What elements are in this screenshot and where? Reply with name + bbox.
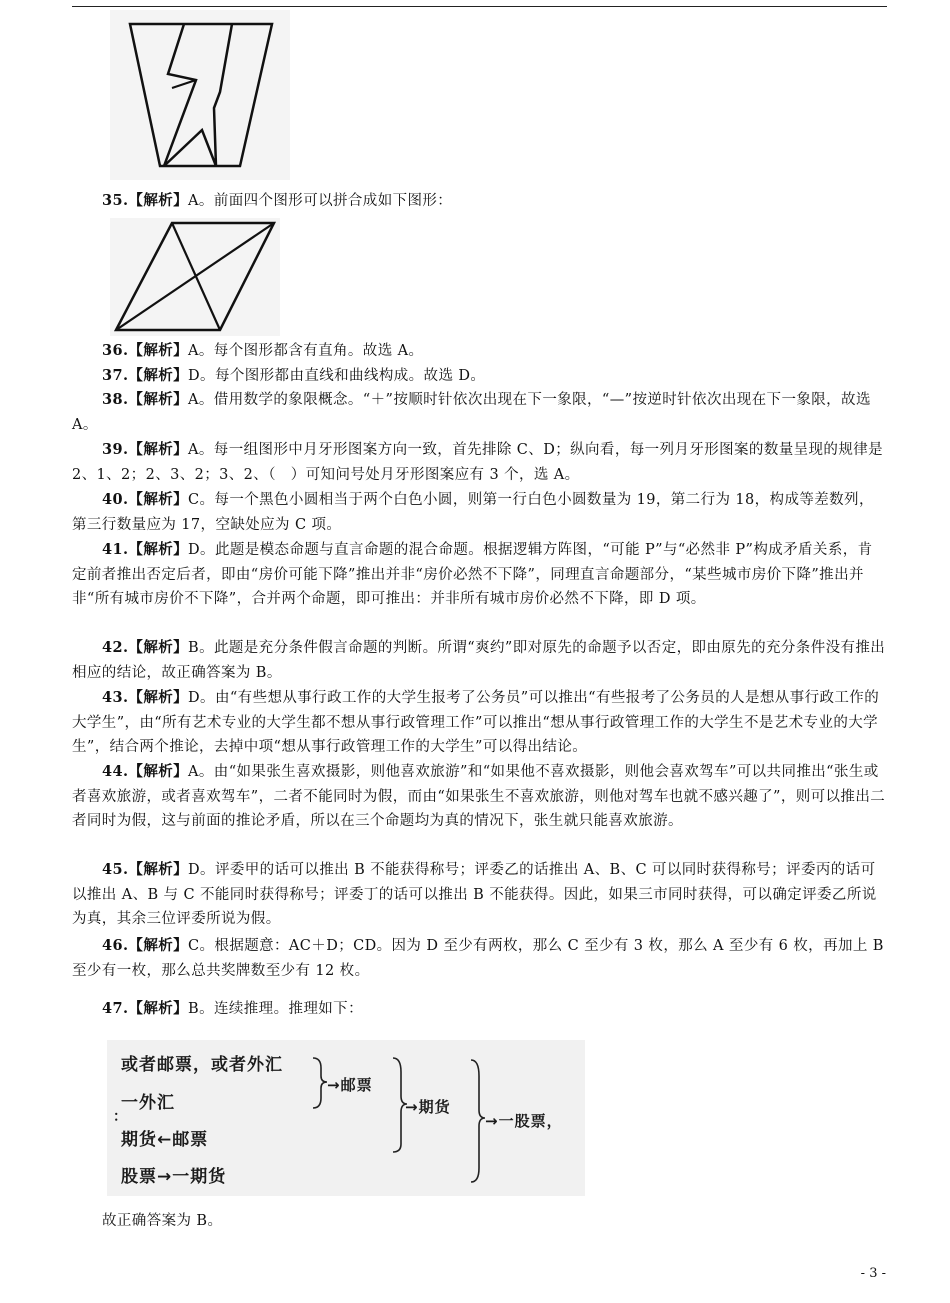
answer-43	[72, 686, 887, 760]
answer-label: 42.【解析】	[102, 639, 189, 656]
answer-text: A。每一组图形中月牙形图案方向一致，首先排除 C、D；纵向看，每一列月牙形图案的数量呈现的规律是 2、1、2；2、3、2；3、2、（ ）可知问号处月牙形图案应有 3 个，选 A。	[72, 442, 884, 483]
answer-label: 41.【解析】	[102, 541, 189, 558]
answer-label: 38.【解析】	[102, 391, 189, 408]
answer-text: D。每个图形都由直线和曲线构成。故选 D。	[188, 368, 486, 384]
answer-38	[72, 388, 887, 437]
answer-39	[72, 438, 887, 487]
answer-47	[72, 997, 887, 1022]
answer-text: A。由“如果张生喜欢摄影，则他喜欢旅游”和“如果他不喜欢摄影，则他会喜欢驾车”可以共同推出“张生或者喜欢旅游，或者喜欢驾车”，二者不能同时为假，而由“如果张生不喜欢旅游，则他对驾车也就不感兴趣了”，则可以推出二者同时为假，这与前面的推论矛盾，所以在三个命题均为真的情况下，张生就只能喜欢旅游。	[72, 764, 886, 829]
reasoning-diagram	[107, 1040, 585, 1196]
page-number: - 3 -	[860, 1266, 886, 1281]
answer-label: 37.【解析】	[102, 367, 189, 384]
answer-label: 45.【解析】	[102, 861, 189, 878]
answer-label: 47.【解析】	[102, 1000, 189, 1017]
conclusion: 故正确答案为 B。	[102, 1213, 223, 1229]
answer-text: A。每个图形都含有直角。故选 A。	[188, 343, 424, 359]
answer-44	[72, 760, 887, 834]
answer-text: C。每一个黑色小圆相当于两个白色小圆，则第一行白色小圆数量为 19，第二行为 18，构成等差数列，第三行数量应为 17，空缺处应为 C 项。	[72, 492, 874, 533]
premise-1: 或者邮票，或者外汇	[121, 1055, 283, 1075]
answer-text: D。由“有些想从事行政工作的大学生报考了公务员”可以推出“有些报考了公务员的人是想从事行政工作的大学生”，由“所有艺术专业的大学生都不想从事行政管理工作”可以推出“想从事行政管理工作的大学生不是艺术专业的大学生”，结合两个推论，去掉中项“想从事行政管理工作的大学生”可以得出结论。	[72, 690, 880, 755]
answer-label: 35.【解析】	[102, 192, 189, 209]
answer-37	[72, 364, 887, 389]
premise-2: 一外汇	[121, 1093, 175, 1113]
result-1: →邮票	[327, 1076, 373, 1094]
answer-46	[72, 934, 887, 983]
premise-colon: ：	[113, 1109, 128, 1125]
answer-text: D。此题是模态命题与直言命题的混合命题。根据逻辑方阵图，“可能 P”与“必然非 P”构成矛盾关系，肯定前者推出否定后者，即由“房价可能下降”推出并非“房价必然不下降”，同理直言命题部分，“某些城市房价下降”推出并非“所有城市房价不下降”，合并两个命题，即可推出：并非所有城市房价必然不下降，即 D 项。	[72, 542, 873, 607]
answer-40	[72, 488, 887, 537]
answer-label: 46.【解析】	[102, 937, 189, 954]
answer-42	[72, 636, 887, 685]
answer-label: 39.【解析】	[102, 441, 189, 458]
answer-text: D。评委甲的话可以推出 B 不能获得称号；评委乙的话推出 A、B、C 可以同时获得称号；评委丙的话可以推出 A、B 与 C 不能同时获得称号；评委丁的话可以推出 B 不能获得。因此，如果三市同时获得，可以确定评委乙所说为真，其余三位评委所说为假。	[72, 862, 877, 927]
answer-text: B。此题是充分条件假言命题的判断。所谓“爽约”即对原先的命题予以否定，即由原先的充分条件没有推出相应的结论，故正确答案为 B。	[72, 640, 886, 681]
answer-label: 40.【解析】	[102, 491, 189, 508]
answer-label: 36.【解析】	[102, 342, 189, 359]
answer-35	[72, 189, 887, 214]
answer-label: 43.【解析】	[102, 689, 189, 706]
premise-4: 股票→一期货	[121, 1167, 227, 1187]
answer-text: C。根据题意：AC＋D；CD。因为 D 至少有两枚，那么 C 至少有 3 枚，那么 A 至少有 6 枚，再加上 B 至少有一枚，那么总共奖牌数至少有 12 枚。	[72, 938, 884, 979]
answer-label: 44.【解析】	[102, 763, 189, 780]
result-3: →一股票，	[485, 1112, 563, 1130]
answer-45	[72, 858, 887, 932]
answer-text: A。借用数学的象限概念。“＋”按顺时针依次出现在下一象限，“—”按逆时针依次出现在下一象限，故选 A。	[72, 392, 871, 433]
header-rule	[72, 6, 887, 7]
answer-36	[72, 339, 887, 364]
trapezoid-zigzag-figure	[110, 10, 290, 180]
answer-41	[72, 538, 887, 612]
premise-3: 期货←邮票	[121, 1130, 209, 1150]
answer-text: A。前面四个图形可以拼合成如下图形：	[188, 193, 453, 209]
result-2: →期货	[405, 1098, 451, 1116]
parallelogram-figure	[110, 218, 280, 336]
answer-text: B。连续推理。推理如下：	[188, 1001, 363, 1017]
